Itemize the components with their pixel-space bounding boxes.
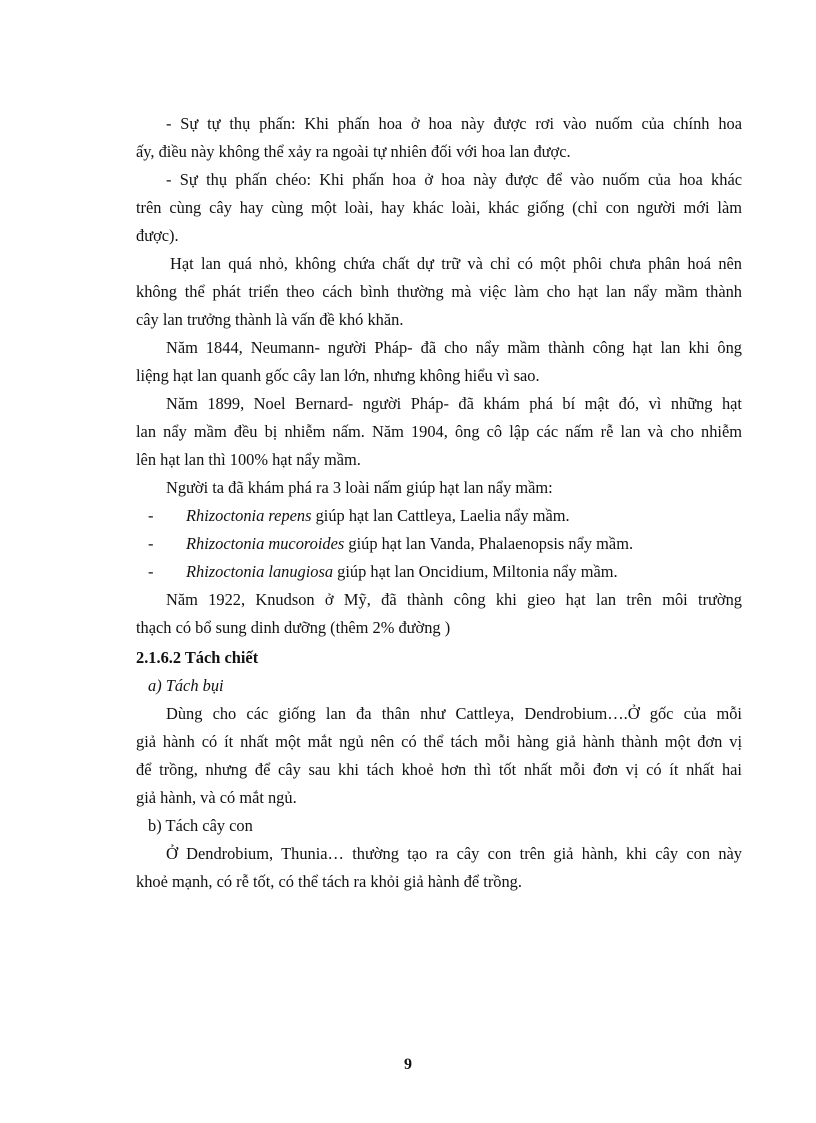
text-line: khoẻ mạnh, có rễ tốt, có thể tách ra khỏi giả hành để trồng. — [136, 872, 522, 891]
list-item — [136, 502, 742, 530]
text-line: ấy, điều này không thể xảy ra ngoài tự nhiên đối với hoa lan được. — [136, 142, 571, 161]
list-item-text: giúp hạt lan Vanda, Phalaenopsis nẩy mầm. — [344, 534, 634, 553]
text-line: giả hành có ít nhất một mắt ngủ nên có thể tách mỗi hàng giả hành thành một đơn vị — [136, 732, 742, 751]
species-name: Rhizoctonia lanugiosa — [186, 562, 334, 581]
text-line: Hạt lan quá nhỏ, không chứa chất dự trữ và chỉ có một phôi chưa phân hoá nên — [170, 254, 742, 273]
text-line: lan nẩy mầm đều bị nhiễm nấm. Năm 1904, ông cô lập các nấm rễ lan và cho nhiễm — [136, 422, 742, 441]
text-line: Dùng cho các giống lan đa thân như Cattleya, Dendrobium….Ở gốc của mỗi — [166, 704, 742, 723]
list-item — [136, 530, 742, 558]
list-item-text: giúp hạt lan Cattleya, Laelia nẩy mầm. — [311, 506, 570, 525]
text-line: - Sự tự thụ phấn: Khi phấn hoa ở hoa này được rơi vào nuốm của chính hoa — [166, 114, 742, 133]
text-line: - Sự thụ phấn chéo: Khi phấn hoa ở hoa này được để vào nuốm của hoa khác — [166, 170, 742, 189]
text-line: thạch có bổ sung dinh dưỡng (thêm 2% đường ) — [136, 618, 451, 637]
text-line: Năm 1922, Knudson ở Mỹ, đã thành công khi gieo hạt lan trên môi trường — [166, 590, 742, 609]
text-line: liệng hạt lan quanh gốc cây lan lớn, nhưng không hiểu vì sao. — [136, 366, 540, 385]
text-line: được). — [136, 226, 179, 245]
text-line: trên cùng cây hay cùng một loài, hay khác loài, khác giống (chỉ con người mới làm — [136, 198, 742, 217]
bullet-dash: - — [148, 534, 154, 553]
document-body — [136, 110, 742, 896]
text-line: Năm 1899, Noel Bernard- người Pháp- đã khám phá bí mật đó, vì những hạt — [166, 394, 742, 413]
text-line: Ở Dendrobium, Thunia… thường tạo ra cây con trên giả hành, khi cây con này — [166, 844, 742, 863]
list-item-text: giúp hạt lan Oncidium, Miltonia nẩy mầm. — [333, 562, 618, 581]
text-line: để trồng, nhưng để cây sau khi tách khoẻ hơn thì tốt nhất mỗi đơn vị có ít nhất hai — [136, 760, 742, 779]
bullet-dash: - — [148, 562, 154, 581]
section-heading: 2.1.6.2 Tách chiết — [136, 648, 259, 667]
species-name: Rhizoctonia mucoroides — [186, 534, 345, 553]
subheading-b: b) Tách cây con — [148, 816, 253, 835]
text-line: Người ta đã khám phá ra 3 loài nấm giúp hạt lan nẩy mầm: — [166, 478, 553, 497]
bullet-dash: - — [148, 506, 154, 525]
list-item — [136, 558, 742, 586]
text-line: giả hành, và có mắt ngủ. — [136, 788, 297, 807]
species-name: Rhizoctonia repens — [186, 506, 312, 525]
page-number: 9 — [404, 1056, 412, 1073]
text-line: cây lan trưởng thành là vấn đề khó khăn. — [136, 310, 404, 329]
text-line: không thể phát triển theo cách bình thường mà việc làm cho hạt lan nẩy mầm thành — [136, 282, 742, 301]
text-line: Năm 1844, Neumann- người Pháp- đã cho nẩy mầm thành công hạt lan khi ông — [166, 338, 742, 357]
subheading-a: a) Tách bụi — [148, 676, 224, 695]
text-line: lên hạt lan thì 100% hạt nẩy mầm. — [136, 450, 361, 469]
